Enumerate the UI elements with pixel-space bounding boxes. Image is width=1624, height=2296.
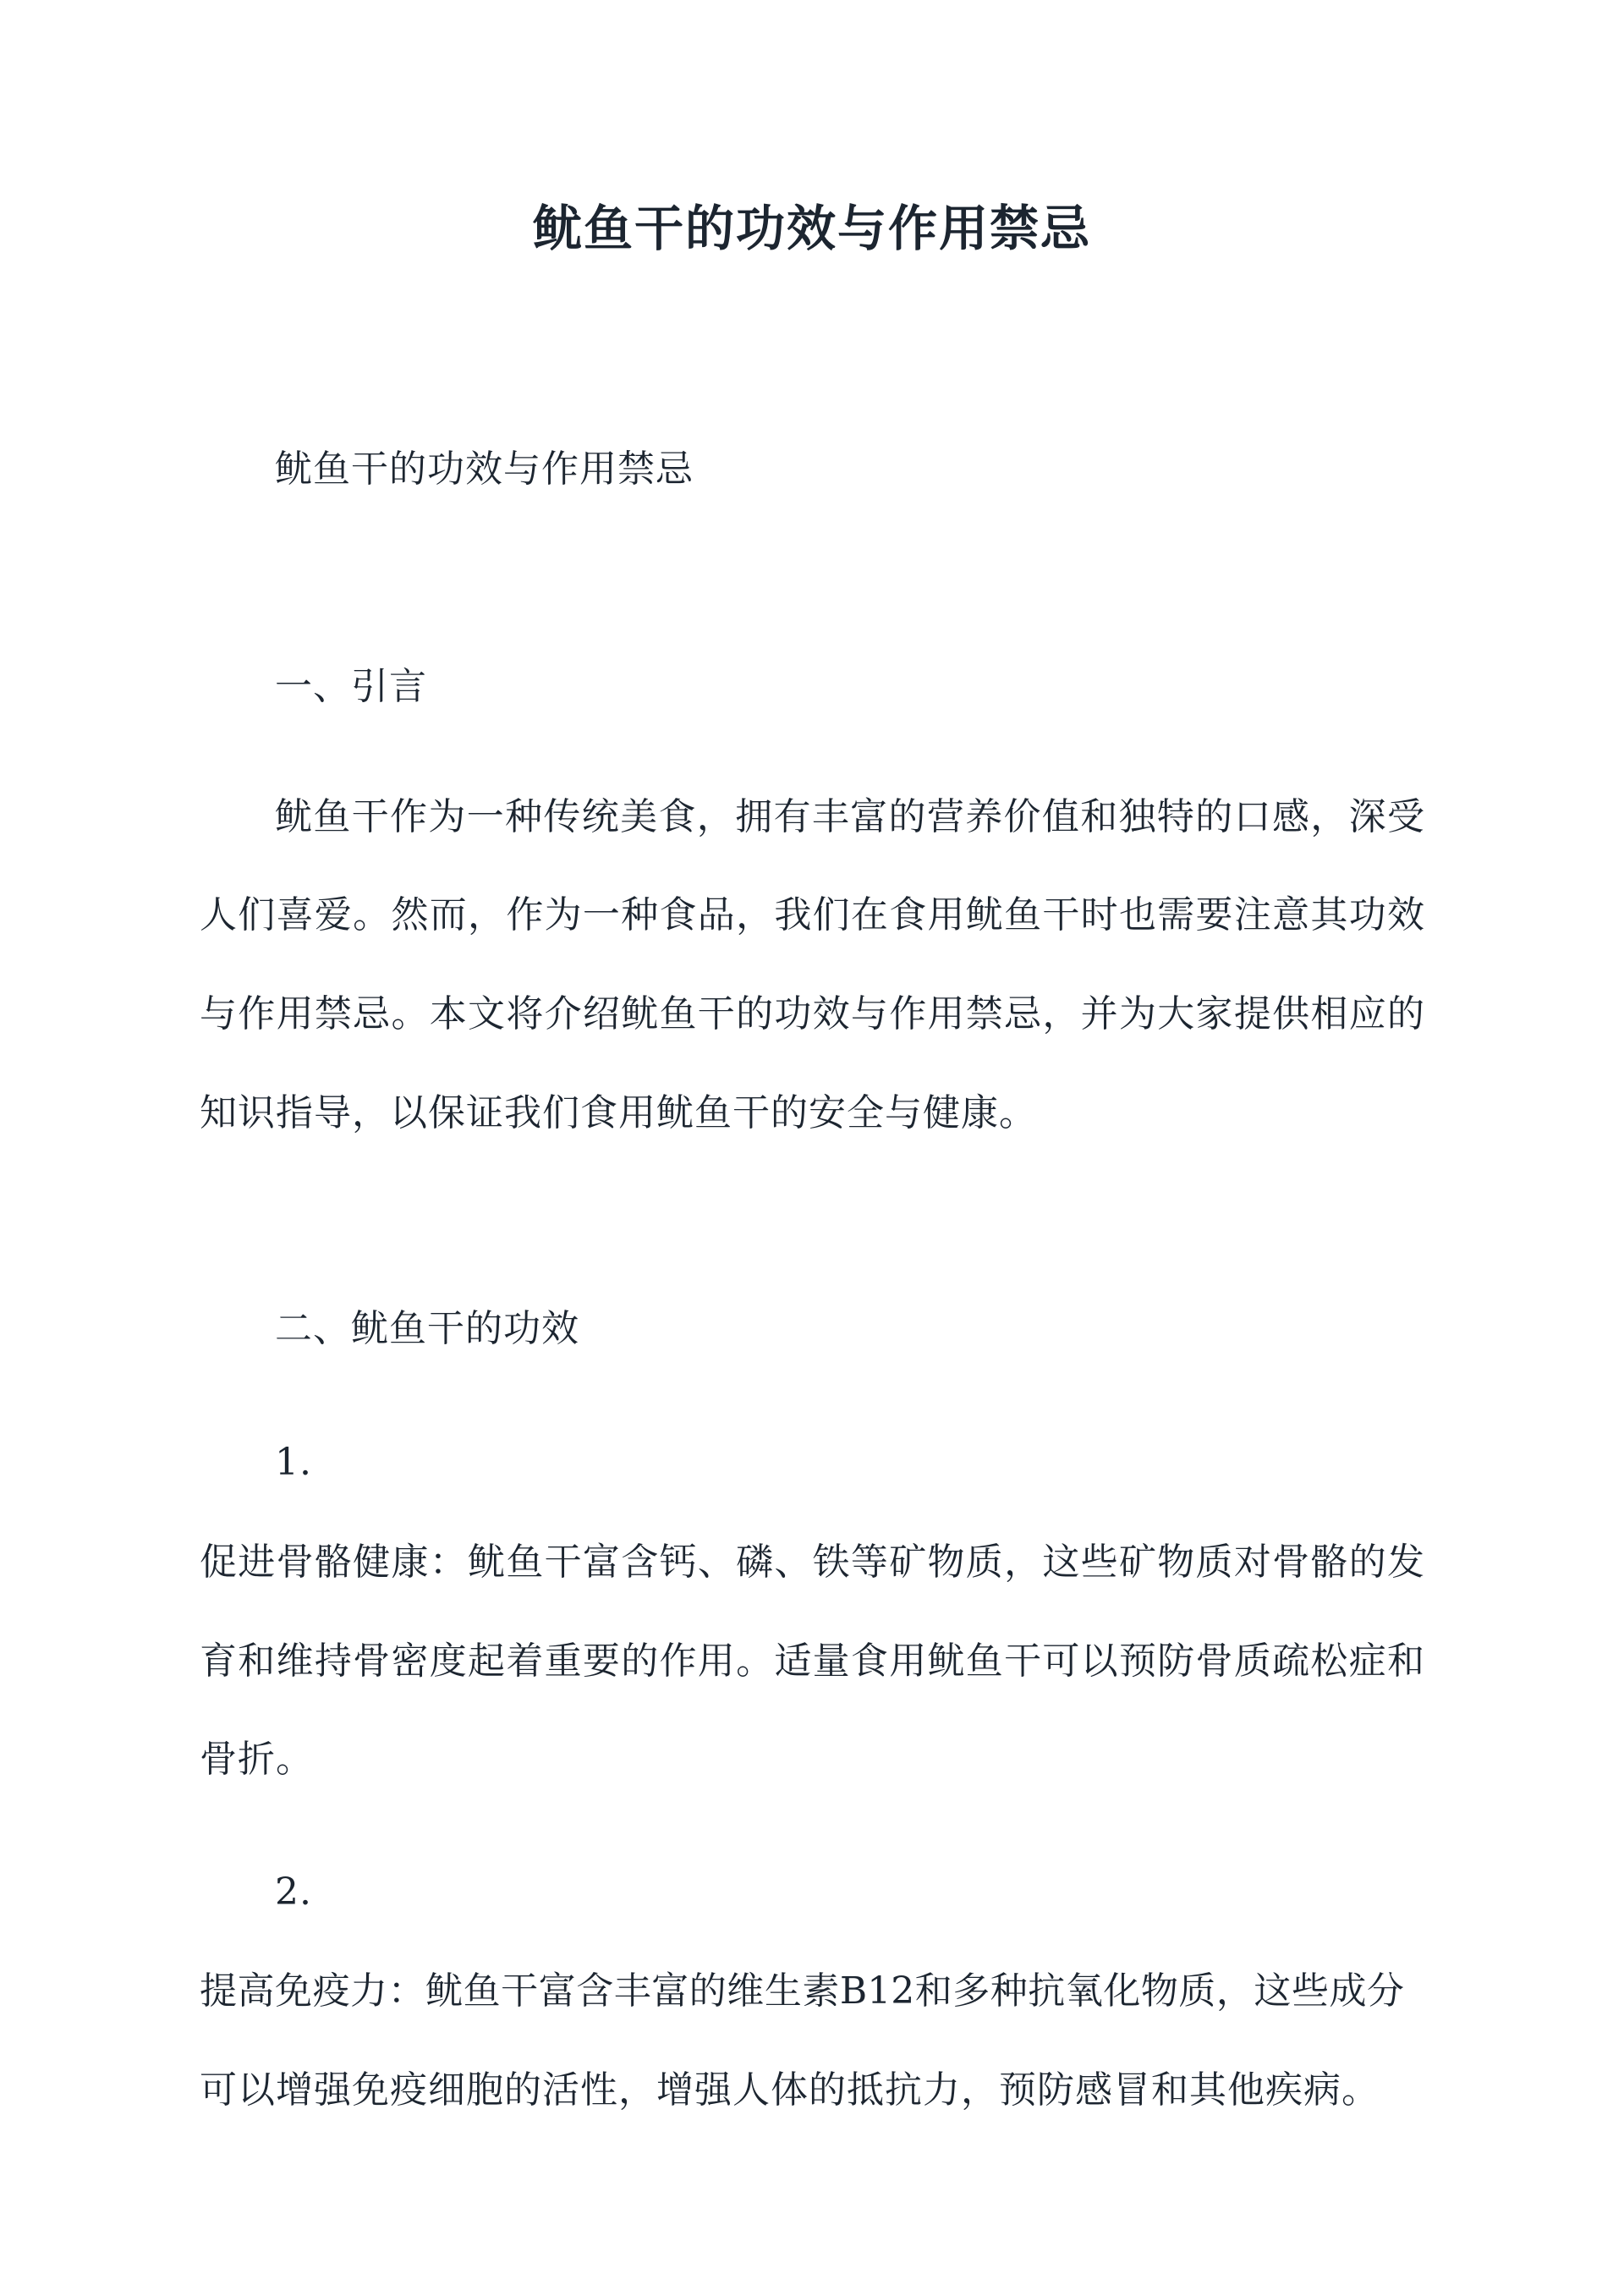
section-heading-benefits: 二、鱿鱼干的功效 [275, 1307, 579, 1350]
document-subtitle: 鱿鱼干的功效与作用禁忌 [275, 448, 694, 491]
list-item-line: 促进骨骼健康：鱿鱼干富含钙、磷、铁等矿物质，这些矿物质对骨骼的发 [200, 1541, 1424, 1584]
paragraph-line: 鱿鱼干作为一种传统美食，拥有丰富的营养价值和独特的口感，深受 [275, 795, 1424, 838]
list-item-number: 1. [275, 1441, 312, 1484]
list-item-line: 提高免疫力：鱿鱼干富含丰富的维生素B12和多种抗氧化物质，这些成分 [200, 1969, 1404, 2013]
paragraph-line: 人们喜爱。然而，作为一种食品，我们在食用鱿鱼干时也需要注意其功效 [200, 893, 1424, 937]
list-item-line: 骨折。 [200, 1738, 314, 1781]
paragraph-line: 知识指导，以保证我们食用鱿鱼干的安全与健康。 [200, 1091, 1037, 1134]
list-item-line: 育和维持骨密度起着重要的作用。适量食用鱿鱼干可以预防骨质疏松症和 [200, 1640, 1424, 1683]
list-item-number: 2. [275, 1870, 312, 1914]
section-heading-introduction: 一、引言 [275, 665, 427, 708]
list-item-line: 可以增强免疫细胞的活性，增强人体的抵抗力，预防感冒和其他疾病。 [200, 2068, 1380, 2112]
paragraph-line: 与作用禁忌。本文将介绍鱿鱼干的功效与作用禁忌，并为大家提供相应的 [200, 992, 1424, 1035]
document-title: 鱿鱼干的功效与作用禁忌 [532, 200, 1091, 257]
